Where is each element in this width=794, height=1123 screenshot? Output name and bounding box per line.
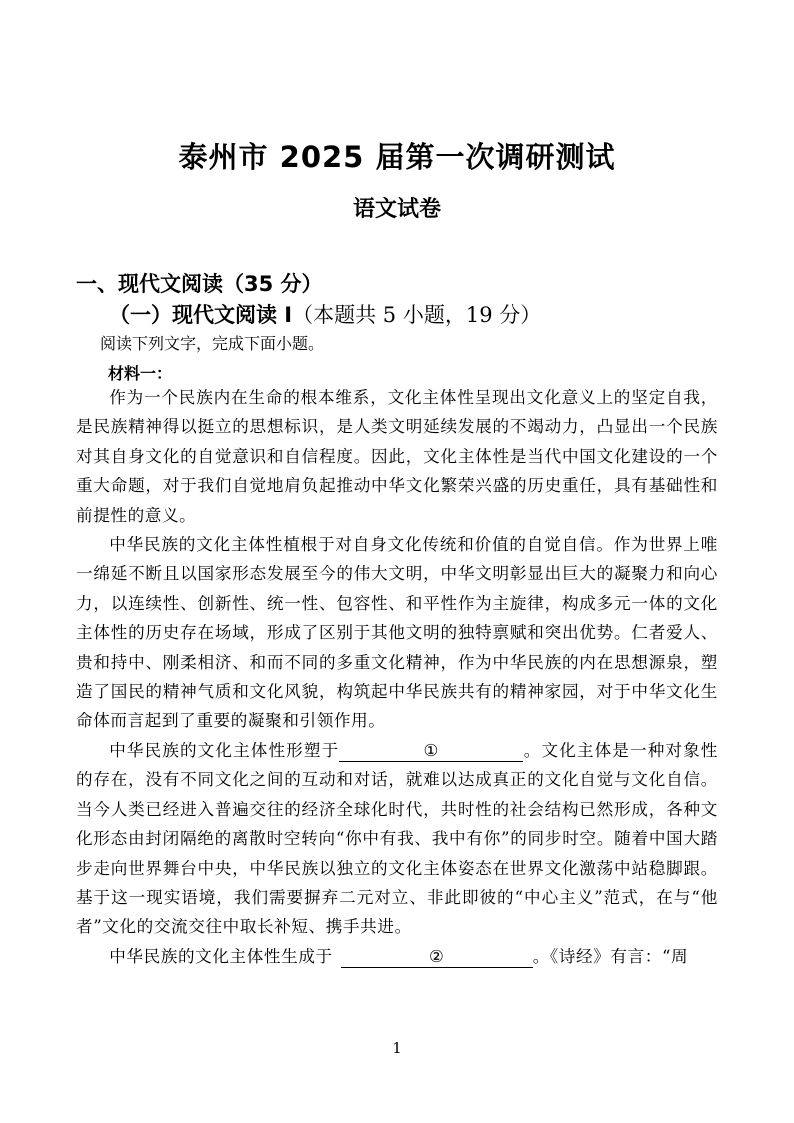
fill-blank-2: ② <box>341 947 533 968</box>
exam-subtitle: 语文试卷 <box>352 197 441 222</box>
passage-paragraph-1: 作为一个民族内在生命的根本维系，文化主体性呈现出文化意义上的坚定自我，是民族精神得以挺立的思想标识，是人类文明延续发展的不竭动力，凸显出一个民族对其自身文化的自觉意识和自信程度。因此，文化主体性是当代中国文化建设的一个重大命题，对于我们自觉地肩负起推动中华文化繁荣兴盛的历史重任，具有基础性和前提性的意义。 <box>76 388 718 525</box>
passage-paragraph-3 <box>76 736 718 942</box>
reading-instruction: 阅读下列文字，完成下面小题。 <box>100 334 325 353</box>
paragraph-4-rest: 。《诗经》有言：“周 <box>532 946 689 966</box>
paragraph-3-rest: 。文化主体是一种对象性的存在，没有不同文化之间的互动和对话，就难以达成真正的文化自觉与文化自信。当今人类已经进入普遍交往的经济全球化时代，共时性的社会结构已然形成，各种文化形态由封闭隔绝的离散时空转向“你中有我、我中有你”的同步时空。随着中国大踏步走向世界舞台中央，中华民族以独立的文化主体姿态在世界文化激荡中站稳脚跟。基于这一现实语境，我们需要摒弃二元对立、非此即彼的“中心主义”范式，在与“他者”文化的交流交往中取长补短、携手共进。 <box>76 740 718 937</box>
section-heading: 一、现代文阅读（35 分） <box>76 272 323 296</box>
material-label: 材料一： <box>108 364 173 383</box>
passage-paragraph-2: 中华民族的文化主体性植根于对自身文化传统和价值的自觉自信。作为世界上唯一绵延不断且以国家形态发展至今的伟大文明，中华文明彰显出巨大的凝聚力和向心力，以连续性、创新性、统一性、包容性、和平性作为主旋律，构成多元一体的文化主体性的历史存在场域，形成了区别于其他文明的独特禀赋和突出优势。仁者爱人、贵和持中、刚柔相济、和而不同的多重文化精神，作为中华民族的内在思想源泉，塑造了国民的精神气质和文化风貌，构筑起中华民族共有的精神家园，对于中华文化生命体而言起到了重要的凝聚和引领作用。 <box>76 535 718 731</box>
passage-paragraph-4 <box>76 942 718 971</box>
paragraph-4-lead: 中华民族的文化主体性生成于 <box>109 946 333 966</box>
passage-body <box>76 383 718 971</box>
subsection-title: （一）现代文阅读 I <box>109 303 293 327</box>
page-number: 1 <box>392 1039 402 1057</box>
fill-blank-1: ① <box>339 741 523 762</box>
subsection-note: （本题共 5 小题，19 分） <box>292 303 542 327</box>
subsection-heading <box>109 299 541 329</box>
exam-title: 泰州市 2025 届第一次调研测试 <box>178 140 616 174</box>
paragraph-3-lead: 中华民族的文化主体性形塑于 <box>109 740 340 760</box>
